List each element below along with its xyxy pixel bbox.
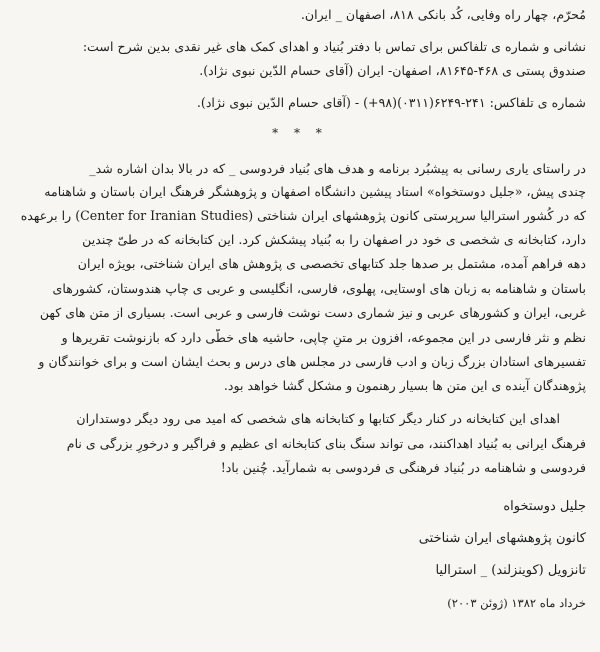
paragraph-2-line: فرهنگ ایرانی به بُنیاد اهداکنند، می تواند سنگ بنای کتابخانه ای عظیم و فراگیر و درخورِ بزرگی ی نام [66, 436, 586, 451]
paragraph-1-line: دارد، کتابخانه ی شخصی ی خود در اصفهان را به بُنیاد پیشکش کرد. این کتابخانه که در طیّ چندین [82, 232, 586, 247]
signature-location: تانزویل (کوینزلند) _ استرالیا [435, 563, 586, 578]
paragraph-2-line: اهدای این کتابخانه در کنار دیگر کتابها و کتابخانه های شخصی که امید می رود دیگر دوستداران [76, 411, 560, 426]
paragraph-1-line: نظم و نثر فارسی در این مجموعه، افزون بر متنِ چاپی، حاشیه های خطّی دارد که بازنوشت تقریرها و [61, 330, 586, 345]
paragraph-1-line: پژوهندگان آینده ی این متن ها بسیار رهنمون و مشکل گشا خواهد بود. [223, 378, 586, 393]
signature-organization: کانون پژوهشهای ایران شناختی [418, 531, 586, 546]
section-separator: * * * [272, 126, 328, 140]
paragraph-1-line: دهه فراهم آمده، مشتمل بر صدها جلد کتابهای تخصصی ی پژوهش های ایران شناختی، بویژه ایران [77, 256, 586, 271]
paragraph-1-line: در راستای یاری رسانی به پیشبُرد برنامه و هدف های بُنیاد فردوسی _ که در بالا بدان اشاره شد_ [89, 161, 586, 176]
paragraph-1-line: تفسیرهای استادان بزرگ زبان و ادب فارسی در مجلس های درس و بحث ایشان است و برای خوانندگان و [38, 354, 586, 369]
paragraph-1-line: غربی، ایران و کشورهای عربی و نیز شماری دست نوشت فارسی و عربی است. بسیاری از متن های کهن [39, 305, 586, 320]
paragraph-2-line: فردوسی و شاهنامه در بُنیاد فرهنگی ی فردوسی به شمارآید. چُنین باد! [220, 460, 586, 475]
paragraph-1-line: چندی پیش، «جلیل دوستخواه» استاد پیشین دانشگاه اصفهان و پژوهشگر فرهنگ ایران باستان و شاهنامه [44, 184, 586, 199]
contact-intro: نشانی و شماره ی تلفاکس برای تماس با دفتر بُنیاد و اهدای کمک های غیر نقدی بدین شرح است: [82, 39, 586, 54]
paragraph-1-line: که در کُشور استرالیا سرپرستی کانون پژوهشهای ایران شناختی (Center for Iranian Studies) را برعهده [20, 208, 586, 223]
signature-name: جلیل دوستخواه [503, 499, 586, 514]
signature-date: خرداد ماه ۱۳۸۲ (ژوئن ۲۰۰۳) [447, 596, 586, 610]
postal-box-line: صندوق پستی ی ۴۶۸-۸۱۶۴۵، اصفهان- ایران (آقای حسام الدّین نبوی نژاد). [199, 63, 586, 78]
paragraph-1-line: باستان و شاهنامه به زبان های اوستایی، پهلوی، فارسی، انگلیسی و عربی ی چاپ هندوستان، کشورهای [52, 281, 586, 296]
telefax-line: شماره ی تلفاکس: ۲۴۱-۶۲۴۹(۰۳۱۱)(۹۸+) - (آقای حسام الدّین نبوی نژاد). [196, 95, 586, 110]
address-line: مُحرّم، چهار راه وفایی، کُد بانکی ۸۱۸، اصفهان _ ایران. [300, 7, 586, 22]
